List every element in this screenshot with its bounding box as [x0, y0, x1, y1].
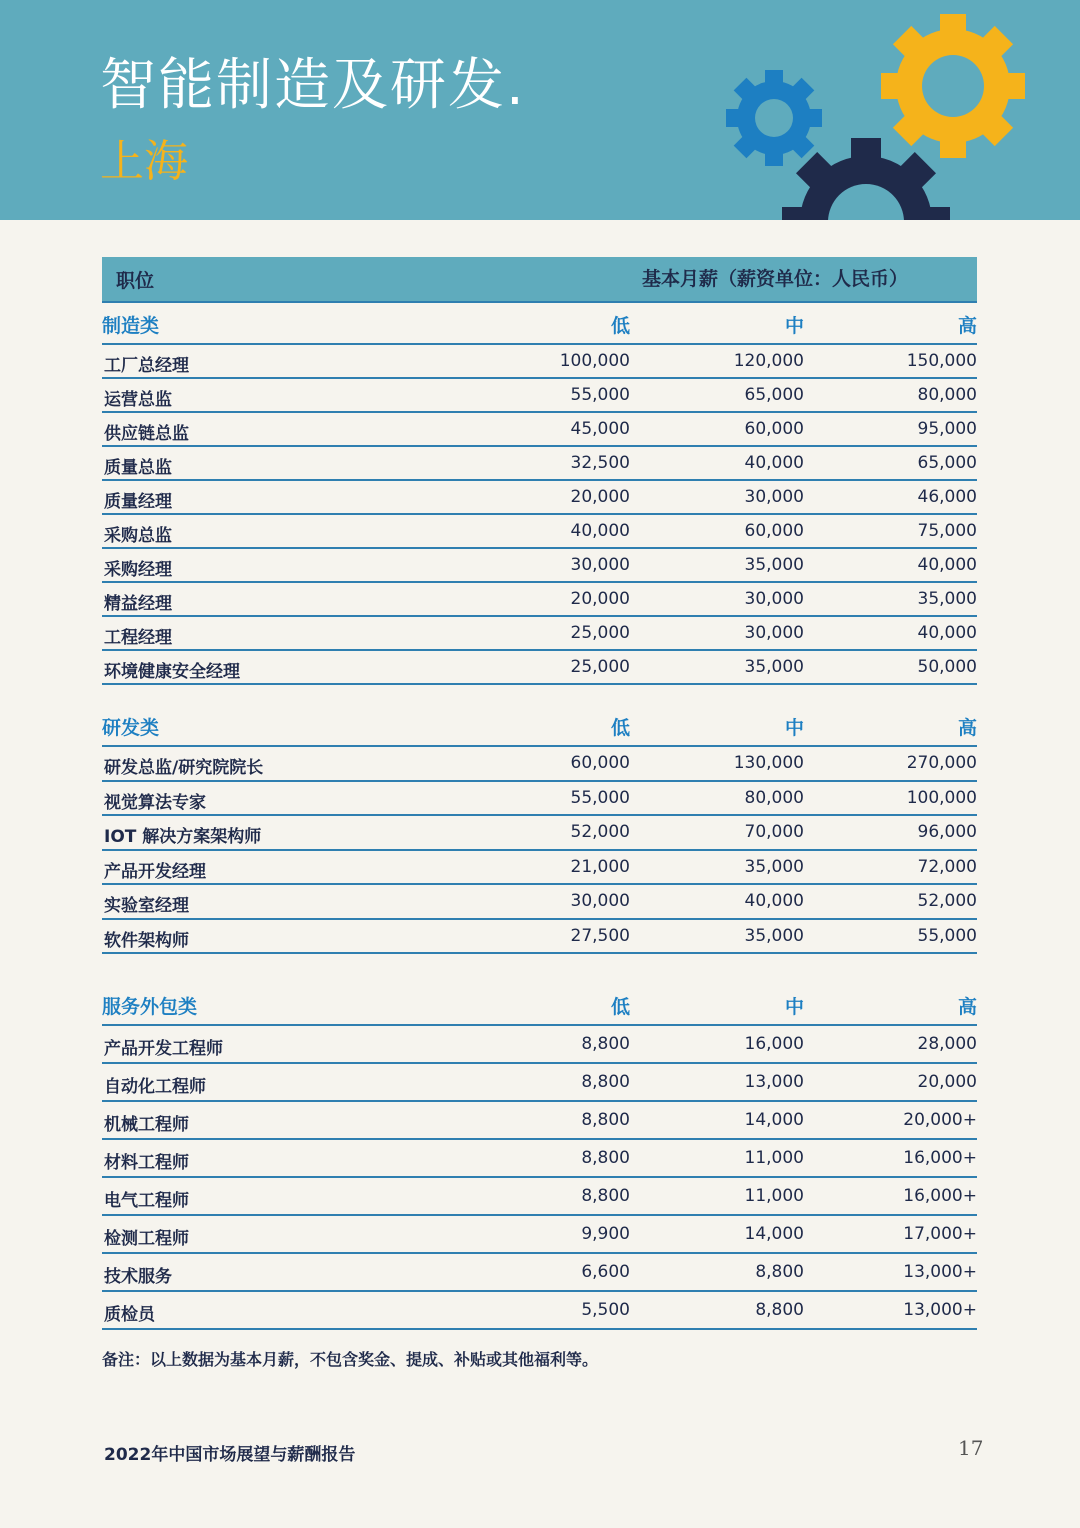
position-name: 运营总监 — [104, 390, 172, 410]
table-row — [102, 583, 977, 617]
position-name: 软件架构师 — [104, 930, 189, 951]
section-col-high: 高 — [957, 717, 977, 739]
salary-high: 40,000 — [917, 555, 977, 575]
table-row — [102, 1292, 977, 1330]
salary-mid: 8,800 — [755, 1300, 804, 1320]
salary-low: 52,000 — [570, 822, 630, 842]
salary-low: 30,000 — [570, 555, 630, 575]
section-col-low: 低 — [610, 315, 630, 337]
section-col-low: 低 — [610, 996, 630, 1018]
salary-low: 8,800 — [581, 1110, 630, 1130]
position-name: 实验室经理 — [104, 896, 189, 916]
salary-high: 13,000+ — [903, 1300, 977, 1320]
table-row — [102, 1064, 977, 1102]
salary-mid: 40,000 — [744, 891, 804, 911]
section-col-mid: 中 — [784, 717, 804, 739]
salary-high: 16,000+ — [903, 1186, 977, 1206]
position-name: 检测工程师 — [104, 1229, 189, 1249]
table-row — [102, 1178, 977, 1216]
salary-mid: 11,000 — [744, 1148, 804, 1168]
salary-low: 40,000 — [570, 521, 630, 541]
salary-low: 32,500 — [570, 453, 630, 473]
table-row — [102, 1102, 977, 1140]
salary-high: 65,000 — [917, 453, 977, 473]
position-name: 材料工程师 — [104, 1153, 189, 1173]
position-name: 技术服务 — [104, 1267, 172, 1287]
table-row — [102, 1254, 977, 1292]
col-position-header: 职位 — [116, 270, 155, 292]
salary-high: 50,000 — [917, 657, 977, 677]
yellow-gear-icon — [881, 14, 1025, 158]
position-name: 采购总监 — [104, 526, 172, 546]
salary-mid: 11,000 — [744, 1186, 804, 1206]
position-name: 环境健康安全经理 — [104, 662, 240, 682]
position-name: 质检员 — [104, 1305, 155, 1325]
position-name: 工厂总经理 — [104, 356, 189, 376]
position-name: 质量总监 — [104, 458, 172, 478]
table-row — [102, 851, 977, 886]
salary-mid: 14,000 — [744, 1110, 804, 1130]
footnote: 备注：以上数据为基本月薪，不包含奖金、提成、补贴或其他福利等。 — [102, 1350, 599, 1369]
salary-mid: 35,000 — [744, 856, 804, 877]
salary-low: 27,500 — [570, 925, 630, 946]
position-name: 研发总监/研究院院长 — [104, 758, 264, 778]
section-name: 服务外包类 — [102, 996, 198, 1018]
position-name: 精益经理 — [104, 594, 172, 614]
page-title: 智能制造及研发. — [100, 53, 526, 118]
salary-low: 55,000 — [570, 385, 630, 405]
report-title: 2022年中国市场展望与薪酬报告 — [104, 1445, 356, 1465]
salary-high: 35,000 — [917, 589, 977, 609]
salary-table — [102, 257, 977, 1330]
salary-high: 13,000+ — [903, 1262, 977, 1282]
table-row — [102, 920, 977, 955]
salary-low: 8,800 — [581, 1148, 630, 1168]
salary-mid: 65,000 — [744, 385, 804, 405]
salary-mid: 130,000 — [733, 753, 804, 773]
salary-low: 20,000 — [570, 589, 630, 609]
header-band — [0, 0, 1080, 220]
gears-illustration — [0, 0, 1080, 220]
salary-high: 100,000 — [906, 787, 977, 808]
table-row — [102, 549, 977, 583]
table-row — [102, 515, 977, 549]
salary-mid: 30,000 — [744, 487, 804, 507]
salary-high: 150,000 — [906, 351, 977, 371]
salary-low: 9,900 — [581, 1224, 630, 1244]
page-number: 17 — [958, 1436, 984, 1460]
salary-mid: 35,000 — [744, 657, 804, 677]
salary-high: 52,000 — [917, 891, 977, 911]
position-name: IOT 解决方案架构师 — [104, 827, 262, 847]
salary-low: 21,000 — [570, 856, 630, 877]
salary-mid: 80,000 — [744, 787, 804, 808]
salary-mid: 35,000 — [744, 555, 804, 575]
salary-mid: 30,000 — [744, 623, 804, 643]
position-name: 工程经理 — [104, 628, 172, 648]
salary-mid: 60,000 — [744, 521, 804, 541]
section-col-high: 高 — [957, 315, 977, 337]
salary-high: 20,000+ — [903, 1110, 977, 1130]
table-row — [102, 747, 977, 782]
table-row — [102, 481, 977, 515]
col-salary-header: 基本月薪（薪资单位：人民币） — [642, 268, 909, 290]
table-row — [102, 1140, 977, 1178]
salary-mid: 8,800 — [755, 1262, 804, 1282]
table-row — [102, 379, 977, 413]
section-name: 研发类 — [102, 717, 160, 739]
salary-low: 25,000 — [570, 657, 630, 677]
position-name: 机械工程师 — [104, 1115, 189, 1135]
salary-low: 55,000 — [570, 787, 630, 808]
salary-mid: 40,000 — [744, 453, 804, 473]
table-row — [102, 1216, 977, 1254]
position-name: 采购经理 — [104, 560, 172, 580]
salary-mid: 35,000 — [744, 925, 804, 946]
table-row — [102, 1026, 977, 1064]
section-col-mid: 中 — [784, 315, 804, 337]
section-header — [102, 705, 977, 747]
table-row — [102, 782, 977, 817]
table-row — [102, 885, 977, 920]
salary-high: 40,000 — [917, 623, 977, 643]
page-subtitle: 上海 — [100, 136, 188, 187]
salary-low: 5,500 — [581, 1300, 630, 1320]
table-row — [102, 651, 977, 685]
salary-low: 100,000 — [559, 351, 630, 371]
section-col-high: 高 — [957, 996, 977, 1018]
position-name: 自动化工程师 — [104, 1077, 206, 1097]
salary-mid: 120,000 — [733, 351, 804, 371]
position-name: 电气工程师 — [104, 1191, 189, 1211]
salary-high: 96,000 — [917, 822, 977, 842]
salary-mid: 14,000 — [744, 1224, 804, 1244]
table-row — [102, 447, 977, 481]
salary-high: 95,000 — [917, 419, 977, 439]
section-header — [102, 303, 977, 345]
salary-low: 8,800 — [581, 1034, 630, 1054]
salary-low: 8,800 — [581, 1072, 630, 1092]
position-name: 供应链总监 — [104, 424, 189, 444]
salary-high: 46,000 — [917, 487, 977, 507]
table-row — [102, 816, 977, 851]
section-col-mid: 中 — [784, 996, 804, 1018]
position-name: 视觉算法专家 — [104, 792, 206, 813]
table-row — [102, 617, 977, 651]
position-name: 质量经理 — [104, 492, 172, 512]
salary-low: 60,000 — [570, 753, 630, 773]
salary-low: 25,000 — [570, 623, 630, 643]
section-name: 制造类 — [102, 315, 160, 337]
section-col-low: 低 — [610, 717, 630, 739]
position-name: 产品开发工程师 — [104, 1039, 223, 1059]
salary-low: 8,800 — [581, 1186, 630, 1206]
salary-high: 16,000+ — [903, 1148, 977, 1168]
position-name: 产品开发经理 — [104, 861, 206, 882]
salary-low: 6,600 — [581, 1262, 630, 1282]
salary-high: 75,000 — [917, 521, 977, 541]
blue-gear-icon — [726, 70, 822, 166]
salary-high: 20,000 — [917, 1072, 977, 1092]
table-header — [102, 257, 977, 303]
salary-mid: 13,000 — [744, 1072, 804, 1092]
salary-high: 17,000+ — [903, 1224, 977, 1244]
table-row — [102, 345, 977, 379]
salary-low: 20,000 — [570, 487, 630, 507]
table-row — [102, 413, 977, 447]
salary-high: 55,000 — [917, 925, 977, 946]
salary-low: 30,000 — [570, 891, 630, 911]
salary-high: 270,000 — [906, 753, 977, 773]
salary-mid: 16,000 — [744, 1034, 804, 1054]
salary-high: 80,000 — [917, 385, 977, 405]
table-body — [102, 303, 977, 1330]
salary-high: 28,000 — [917, 1034, 977, 1054]
salary-high: 72,000 — [917, 856, 977, 877]
salary-mid: 30,000 — [744, 589, 804, 609]
section-header — [102, 984, 977, 1026]
salary-low: 45,000 — [570, 419, 630, 439]
salary-mid: 70,000 — [744, 822, 804, 842]
salary-mid: 60,000 — [744, 419, 804, 439]
